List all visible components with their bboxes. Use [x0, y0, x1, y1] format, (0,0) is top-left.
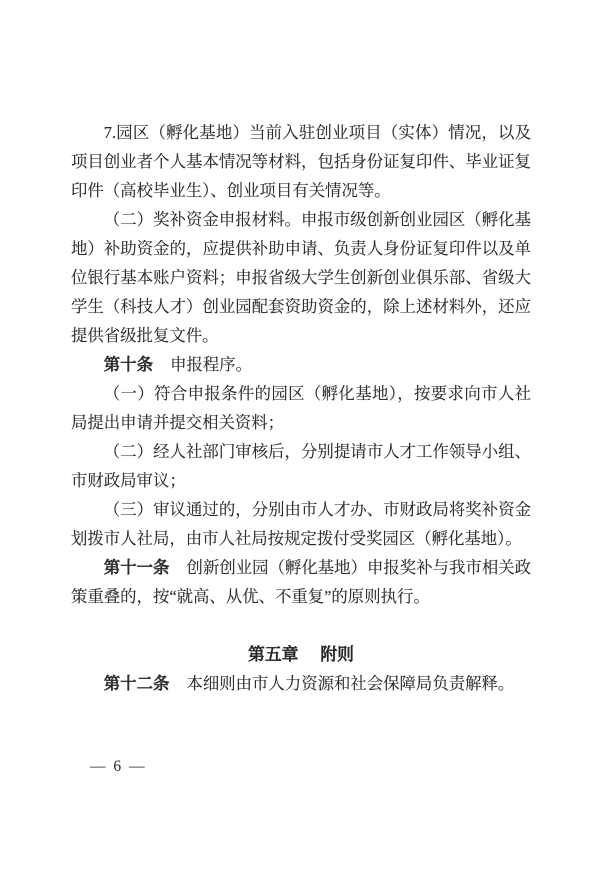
page-number: — 6 —	[90, 758, 147, 775]
article-10-clause-3	[71, 495, 531, 553]
article-text: 本细则由市人力资源和社会保障局负责解释。	[186, 674, 515, 693]
article-10-clause-1	[71, 379, 531, 437]
article-text: 申报程序。	[170, 355, 253, 374]
paragraph-text: （二）经人社部门审核后，分别提请市人才工作领导小组、市财政局审议；	[71, 442, 531, 490]
paragraph-text: （一）符合申报条件的园区（孵化基地），按要求向市人社局提出申请并提交相关资料；	[71, 384, 531, 432]
article-11-paragraph	[71, 553, 531, 611]
article-number: 第十条	[103, 355, 153, 374]
paragraph-award-funds-materials	[71, 205, 531, 350]
article-10-heading	[71, 350, 531, 379]
paragraph-item-7-materials	[71, 118, 531, 205]
chapter-number: 第五章	[248, 645, 299, 664]
article-number: 第十二条	[103, 674, 170, 693]
chapter-5-heading	[71, 640, 531, 669]
chapter-title: 附则	[320, 645, 354, 664]
article-number: 第十一条	[103, 558, 170, 577]
article-10-clause-2	[71, 437, 531, 495]
paragraph-text: （三）审议通过的，分别由市人才办、市财政局将奖补资金划拨市人社局，由市人社局按规定拨付受奖园区（孵化基地）。	[71, 500, 531, 548]
document-text-block	[71, 118, 531, 698]
article-12-paragraph	[71, 669, 531, 698]
paragraph-text: 7.园区（孵化基地）当前入驻创业项目（实体）情况，以及项目创业者个人基本情况等材料，包括身份证复印件、毕业证复印件（高校毕业生）、创业项目有关情况等。	[71, 123, 531, 200]
paragraph-text: （二）奖补资金申报材料。申报市级创新创业园区（孵化基地）补助资金的，应提供补助申请、负责人身份证复印件以及单位银行基本账户资料；申报省级大学生创新创业俱乐部、省级大学生（科技人才）创业园配套资助资金的，除上述材料外，还应提供省级批复文件。	[71, 210, 531, 345]
article-text: 创新创业园（孵化基地）申报奖补与我市相关政策重叠的，按“就高、从优、不重复”的原则执行。	[71, 558, 532, 606]
